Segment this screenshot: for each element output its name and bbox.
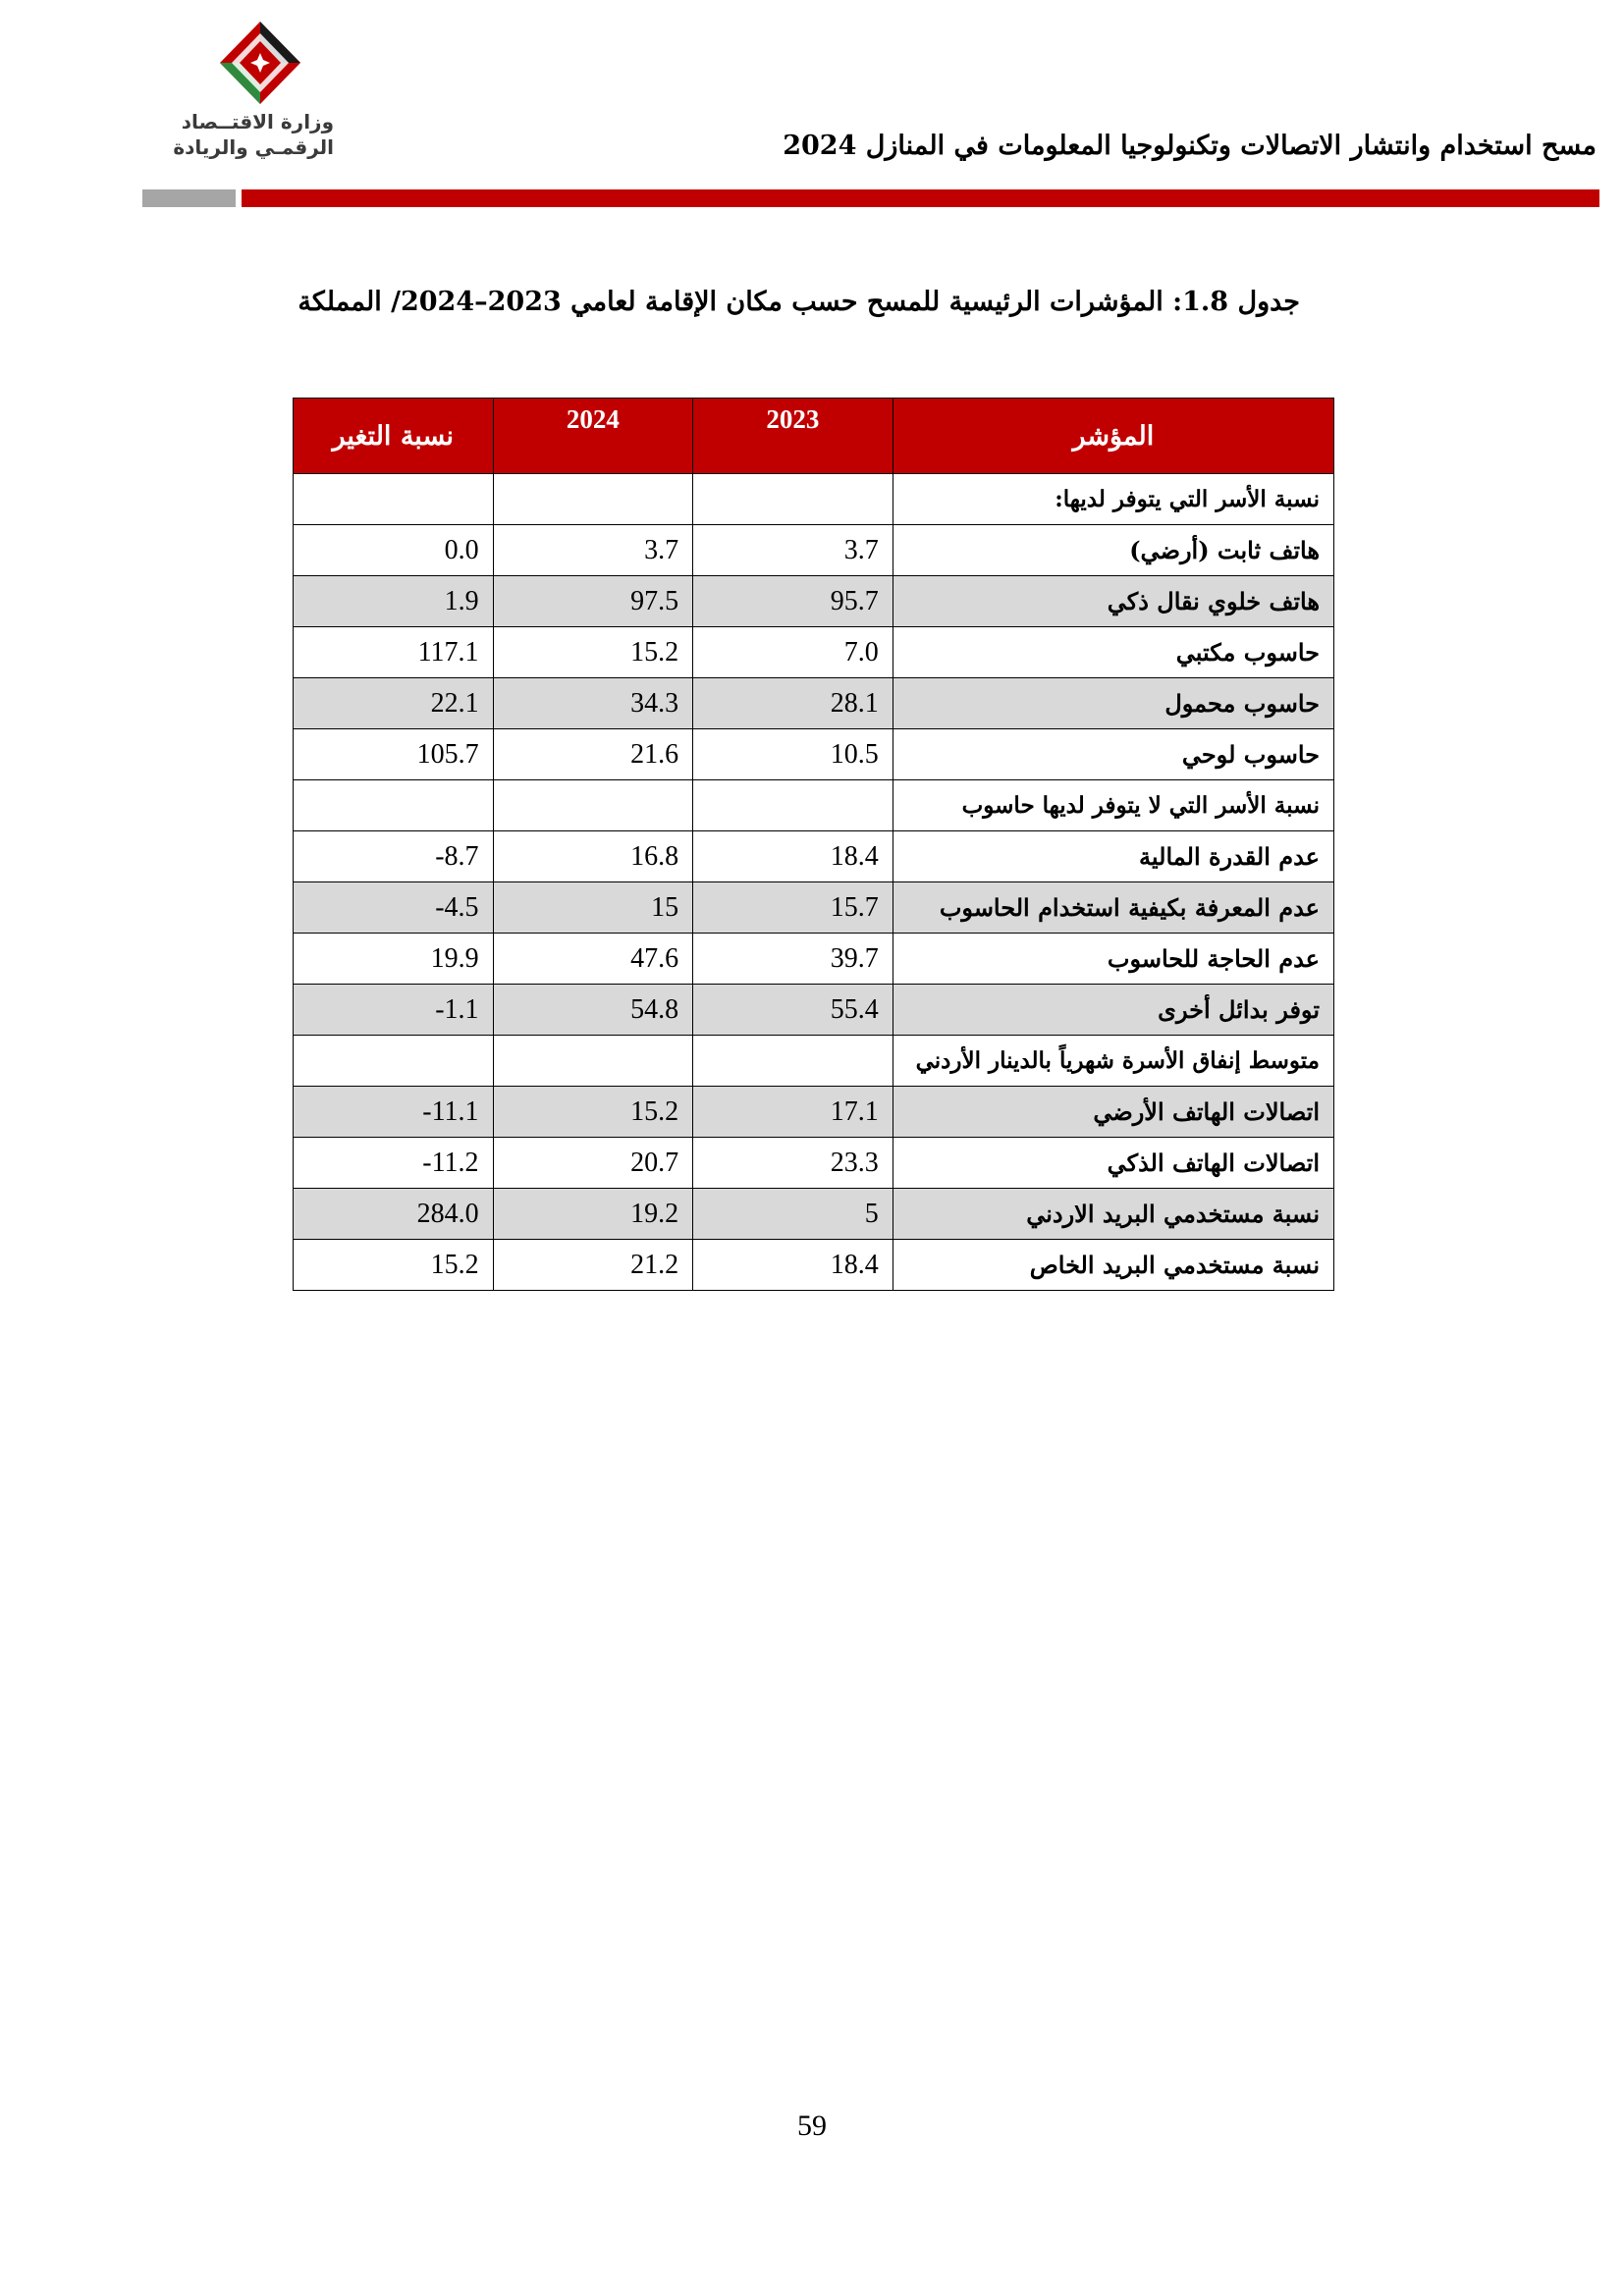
cell-change: 117.1 bbox=[294, 627, 494, 678]
cell-change: -1.1 bbox=[294, 985, 494, 1036]
cell-indicator: هاتف خلوي نقال ذكي bbox=[893, 576, 1333, 627]
table-group-row bbox=[294, 474, 1334, 525]
cell-change bbox=[294, 474, 494, 525]
table-row bbox=[294, 1189, 1334, 1240]
table-header-row bbox=[294, 399, 1334, 474]
table-group-row bbox=[294, 780, 1334, 831]
cell-2023: 3.7 bbox=[693, 525, 893, 576]
cell-change: 284.0 bbox=[294, 1189, 494, 1240]
ministry-name-line1: وزارة الاقتــصاد bbox=[181, 110, 334, 133]
cell-2024: 21.6 bbox=[493, 729, 693, 780]
cell-2023: 10.5 bbox=[693, 729, 893, 780]
cell-2024: 19.2 bbox=[493, 1189, 693, 1240]
cell-2023 bbox=[693, 474, 893, 525]
table-row bbox=[294, 1138, 1334, 1189]
cell-change: 105.7 bbox=[294, 729, 494, 780]
cell-2023 bbox=[693, 1036, 893, 1087]
cell-change: 15.2 bbox=[294, 1240, 494, 1291]
cell-2024: 54.8 bbox=[493, 985, 693, 1036]
cell-2023: 7.0 bbox=[693, 627, 893, 678]
cell-change: 1.9 bbox=[294, 576, 494, 627]
cell-change bbox=[294, 1036, 494, 1087]
cell-change: -4.5 bbox=[294, 882, 494, 934]
table-row bbox=[294, 882, 1334, 934]
cell-change: 22.1 bbox=[294, 678, 494, 729]
cell-2024 bbox=[493, 474, 693, 525]
cell-2023: 28.1 bbox=[693, 678, 893, 729]
ministry-name-line2: الرقمـي والريادة bbox=[173, 135, 334, 159]
cell-indicator: نسبة الأسر التي لا يتوفر لديها حاسوب bbox=[893, 780, 1333, 831]
cell-indicator: عدم الحاجة للحاسوب bbox=[893, 934, 1333, 985]
cell-2024: 15 bbox=[493, 882, 693, 934]
header-divider-gray bbox=[142, 189, 236, 207]
table-caption: جدول 1.8: المؤشرات الرئيسية للمسح حسب مكان الإقامة لعامي 2023–2024/ المملكة bbox=[298, 287, 1300, 317]
header-divider-red bbox=[242, 189, 1599, 207]
cell-2024: 3.7 bbox=[493, 525, 693, 576]
cell-2023: 23.3 bbox=[693, 1138, 893, 1189]
table-row bbox=[294, 576, 1334, 627]
indicators-table bbox=[293, 398, 1334, 1291]
cell-indicator: هاتف ثابت (أرضي) bbox=[893, 525, 1333, 576]
cell-indicator: حاسوب مكتبي bbox=[893, 627, 1333, 678]
cell-2023: 39.7 bbox=[693, 934, 893, 985]
header-indicator: المؤشر bbox=[893, 399, 1333, 474]
page-number: 59 bbox=[797, 2109, 827, 2142]
table-group-row bbox=[294, 1036, 1334, 1087]
cell-change bbox=[294, 780, 494, 831]
cell-2024: 15.2 bbox=[493, 627, 693, 678]
cell-2024: 16.8 bbox=[493, 831, 693, 882]
cell-indicator: اتصالات الهاتف الذكي bbox=[893, 1138, 1333, 1189]
header-2024: 2024 bbox=[493, 399, 693, 474]
table-row bbox=[294, 934, 1334, 985]
cell-indicator: متوسط إنفاق الأسرة شهرياً بالدينار الأردني bbox=[893, 1036, 1333, 1087]
table-row bbox=[294, 1240, 1334, 1291]
cell-2023: 95.7 bbox=[693, 576, 893, 627]
cell-change: 19.9 bbox=[294, 934, 494, 985]
cell-indicator: اتصالات الهاتف الأرضي bbox=[893, 1087, 1333, 1138]
table-row bbox=[294, 985, 1334, 1036]
table-row bbox=[294, 678, 1334, 729]
cell-indicator: توفر بدائل أخرى bbox=[893, 985, 1333, 1036]
table-row bbox=[294, 525, 1334, 576]
cell-2023: 55.4 bbox=[693, 985, 893, 1036]
cell-indicator: نسبة مستخدمي البريد الاردني bbox=[893, 1189, 1333, 1240]
cell-2023: 15.7 bbox=[693, 882, 893, 934]
cell-indicator: عدم القدرة المالية bbox=[893, 831, 1333, 882]
cell-2023 bbox=[693, 780, 893, 831]
cell-2024: 34.3 bbox=[493, 678, 693, 729]
cell-indicator: حاسوب لوحي bbox=[893, 729, 1333, 780]
cell-2024: 15.2 bbox=[493, 1087, 693, 1138]
cell-indicator: حاسوب محمول bbox=[893, 678, 1333, 729]
table-row bbox=[294, 627, 1334, 678]
cell-change: -8.7 bbox=[294, 831, 494, 882]
cell-2023: 17.1 bbox=[693, 1087, 893, 1138]
header-2023: 2023 bbox=[693, 399, 893, 474]
cell-change: 0.0 bbox=[294, 525, 494, 576]
header-change: نسبة التغير bbox=[294, 399, 494, 474]
jordan-emblem-icon bbox=[218, 20, 302, 108]
cell-2024: 21.2 bbox=[493, 1240, 693, 1291]
cell-indicator: نسبة مستخدمي البريد الخاص bbox=[893, 1240, 1333, 1291]
cell-2024 bbox=[493, 1036, 693, 1087]
cell-2023: 18.4 bbox=[693, 1240, 893, 1291]
table-row bbox=[294, 831, 1334, 882]
cell-change: -11.2 bbox=[294, 1138, 494, 1189]
ministry-logo bbox=[173, 20, 334, 167]
report-title: مسح استخدام وانتشار الاتصالات وتكنولوجيا المعلومات في المنازل 2024 bbox=[783, 131, 1597, 161]
cell-indicator: عدم المعرفة بكيفية استخدام الحاسوب bbox=[893, 882, 1333, 934]
cell-2023: 5 bbox=[693, 1189, 893, 1240]
cell-2024: 47.6 bbox=[493, 934, 693, 985]
cell-2023: 18.4 bbox=[693, 831, 893, 882]
cell-2024: 97.5 bbox=[493, 576, 693, 627]
table-row bbox=[294, 1087, 1334, 1138]
cell-2024 bbox=[493, 780, 693, 831]
cell-2024: 20.7 bbox=[493, 1138, 693, 1189]
cell-change: -11.1 bbox=[294, 1087, 494, 1138]
cell-indicator: نسبة الأسر التي يتوفر لديها: bbox=[893, 474, 1333, 525]
table-row bbox=[294, 729, 1334, 780]
